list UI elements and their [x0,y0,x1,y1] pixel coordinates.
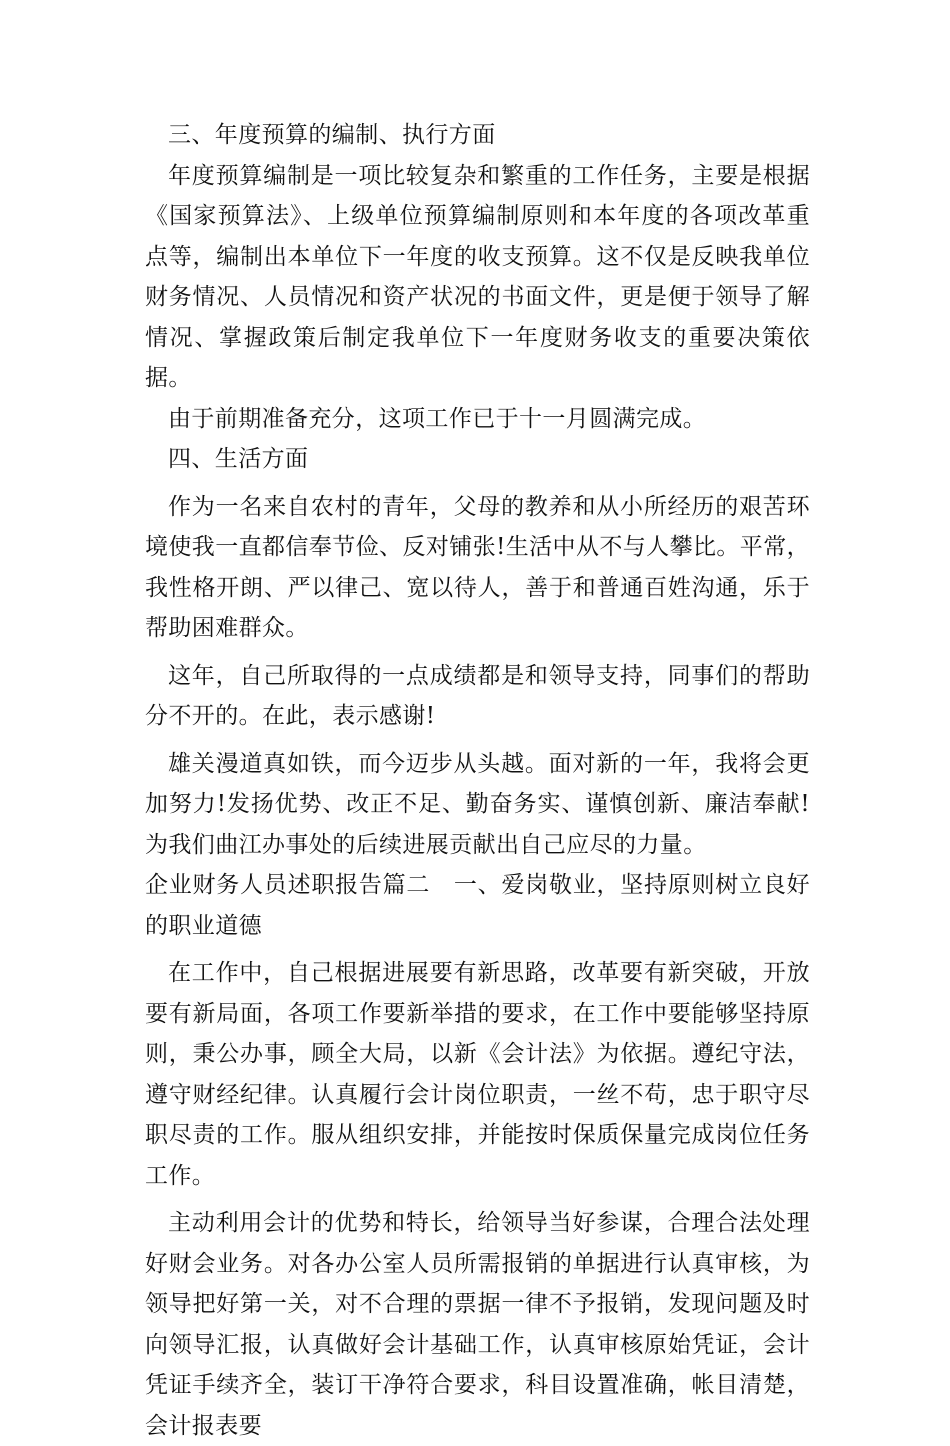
document-body [145,115,810,1446]
section-heading-life: 四、生活方面 [168,446,309,472]
paragraph-budget-description: 年度预算编制是一项比较复杂和繁重的工作任务，主要是根据《国家预算法》、上级单位预算编制原则和本年度的各项改革重点等，编制出本单位下一年度的收支预算。这不仅是反映我单位财务情况、人员情况和资产状况的书面文件，更是便于领导了解情况、掌握政策后制定我单位下一年度财务收支的重要决策依据。 [145,162,810,391]
report-title-part-two: 企业财务人员述职报告篇二 一、爱岗敬业，坚持原则树立良好的职业道德 [145,872,810,939]
paragraph-work-principles: 在工作中，自己根据进展要有新思路，改革要有新突破，开放要有新局面，各项工作要新举措的要求，在工作中要能够坚持原则，秉公办事，顾全大局，以新《会计法》为依据。遵纪守法，遵守财经纪律。认真履行会计岗位职责，一丝不苟，忠于职守尽职尽责的工作。服从组织安排，并能按时保质保量完成岗位任务工作。 [145,960,810,1189]
section-heading-budget: 三、年度预算的编制、执行方面 [168,122,496,148]
paragraph-life-description: 作为一名来自农村的青年，父母的教养和从小所经历的艰苦环境使我一直都信奉节俭、反对铺张!生活中从不与人攀比。平常，我性格开朗、严以律己、宽以待人，善于和普通百姓沟通，乐于帮助困难群众。 [145,493,810,641]
paragraph-accounting-duties: 主动利用会计的优势和特长，给领导当好参谋，合理合法处理好财会业务。对各办公室人员所需报销的单据进行认真审核，为领导把好第一关，对不合理的票据一律不予报销，发现问题及时向领导汇报，认真做好会计基础工作，认真审核原始凭证，会计凭证手续齐全，装订干净符合要求，科目设置准确，帐目清楚，会计报表要 [145,1210,810,1439]
paragraph-outlook: 雄关漫道真如铁，而今迈步从头越。面对新的一年，我将会更加努力!发扬优势、改正不足、勤奋务实、谨慎创新、廉洁奉献!为我们曲江办事处的后续进展贡献出自己应尽的力量。 [145,750,810,858]
paragraph-budget-completion: 由于前期准备充分，这项工作已于十一月圆满完成。 [168,405,707,432]
paragraph-thanks: 这年，自己所取得的一点成绩都是和领导支持，同事们的帮助分不开的。在此，表示感谢! [145,662,810,729]
